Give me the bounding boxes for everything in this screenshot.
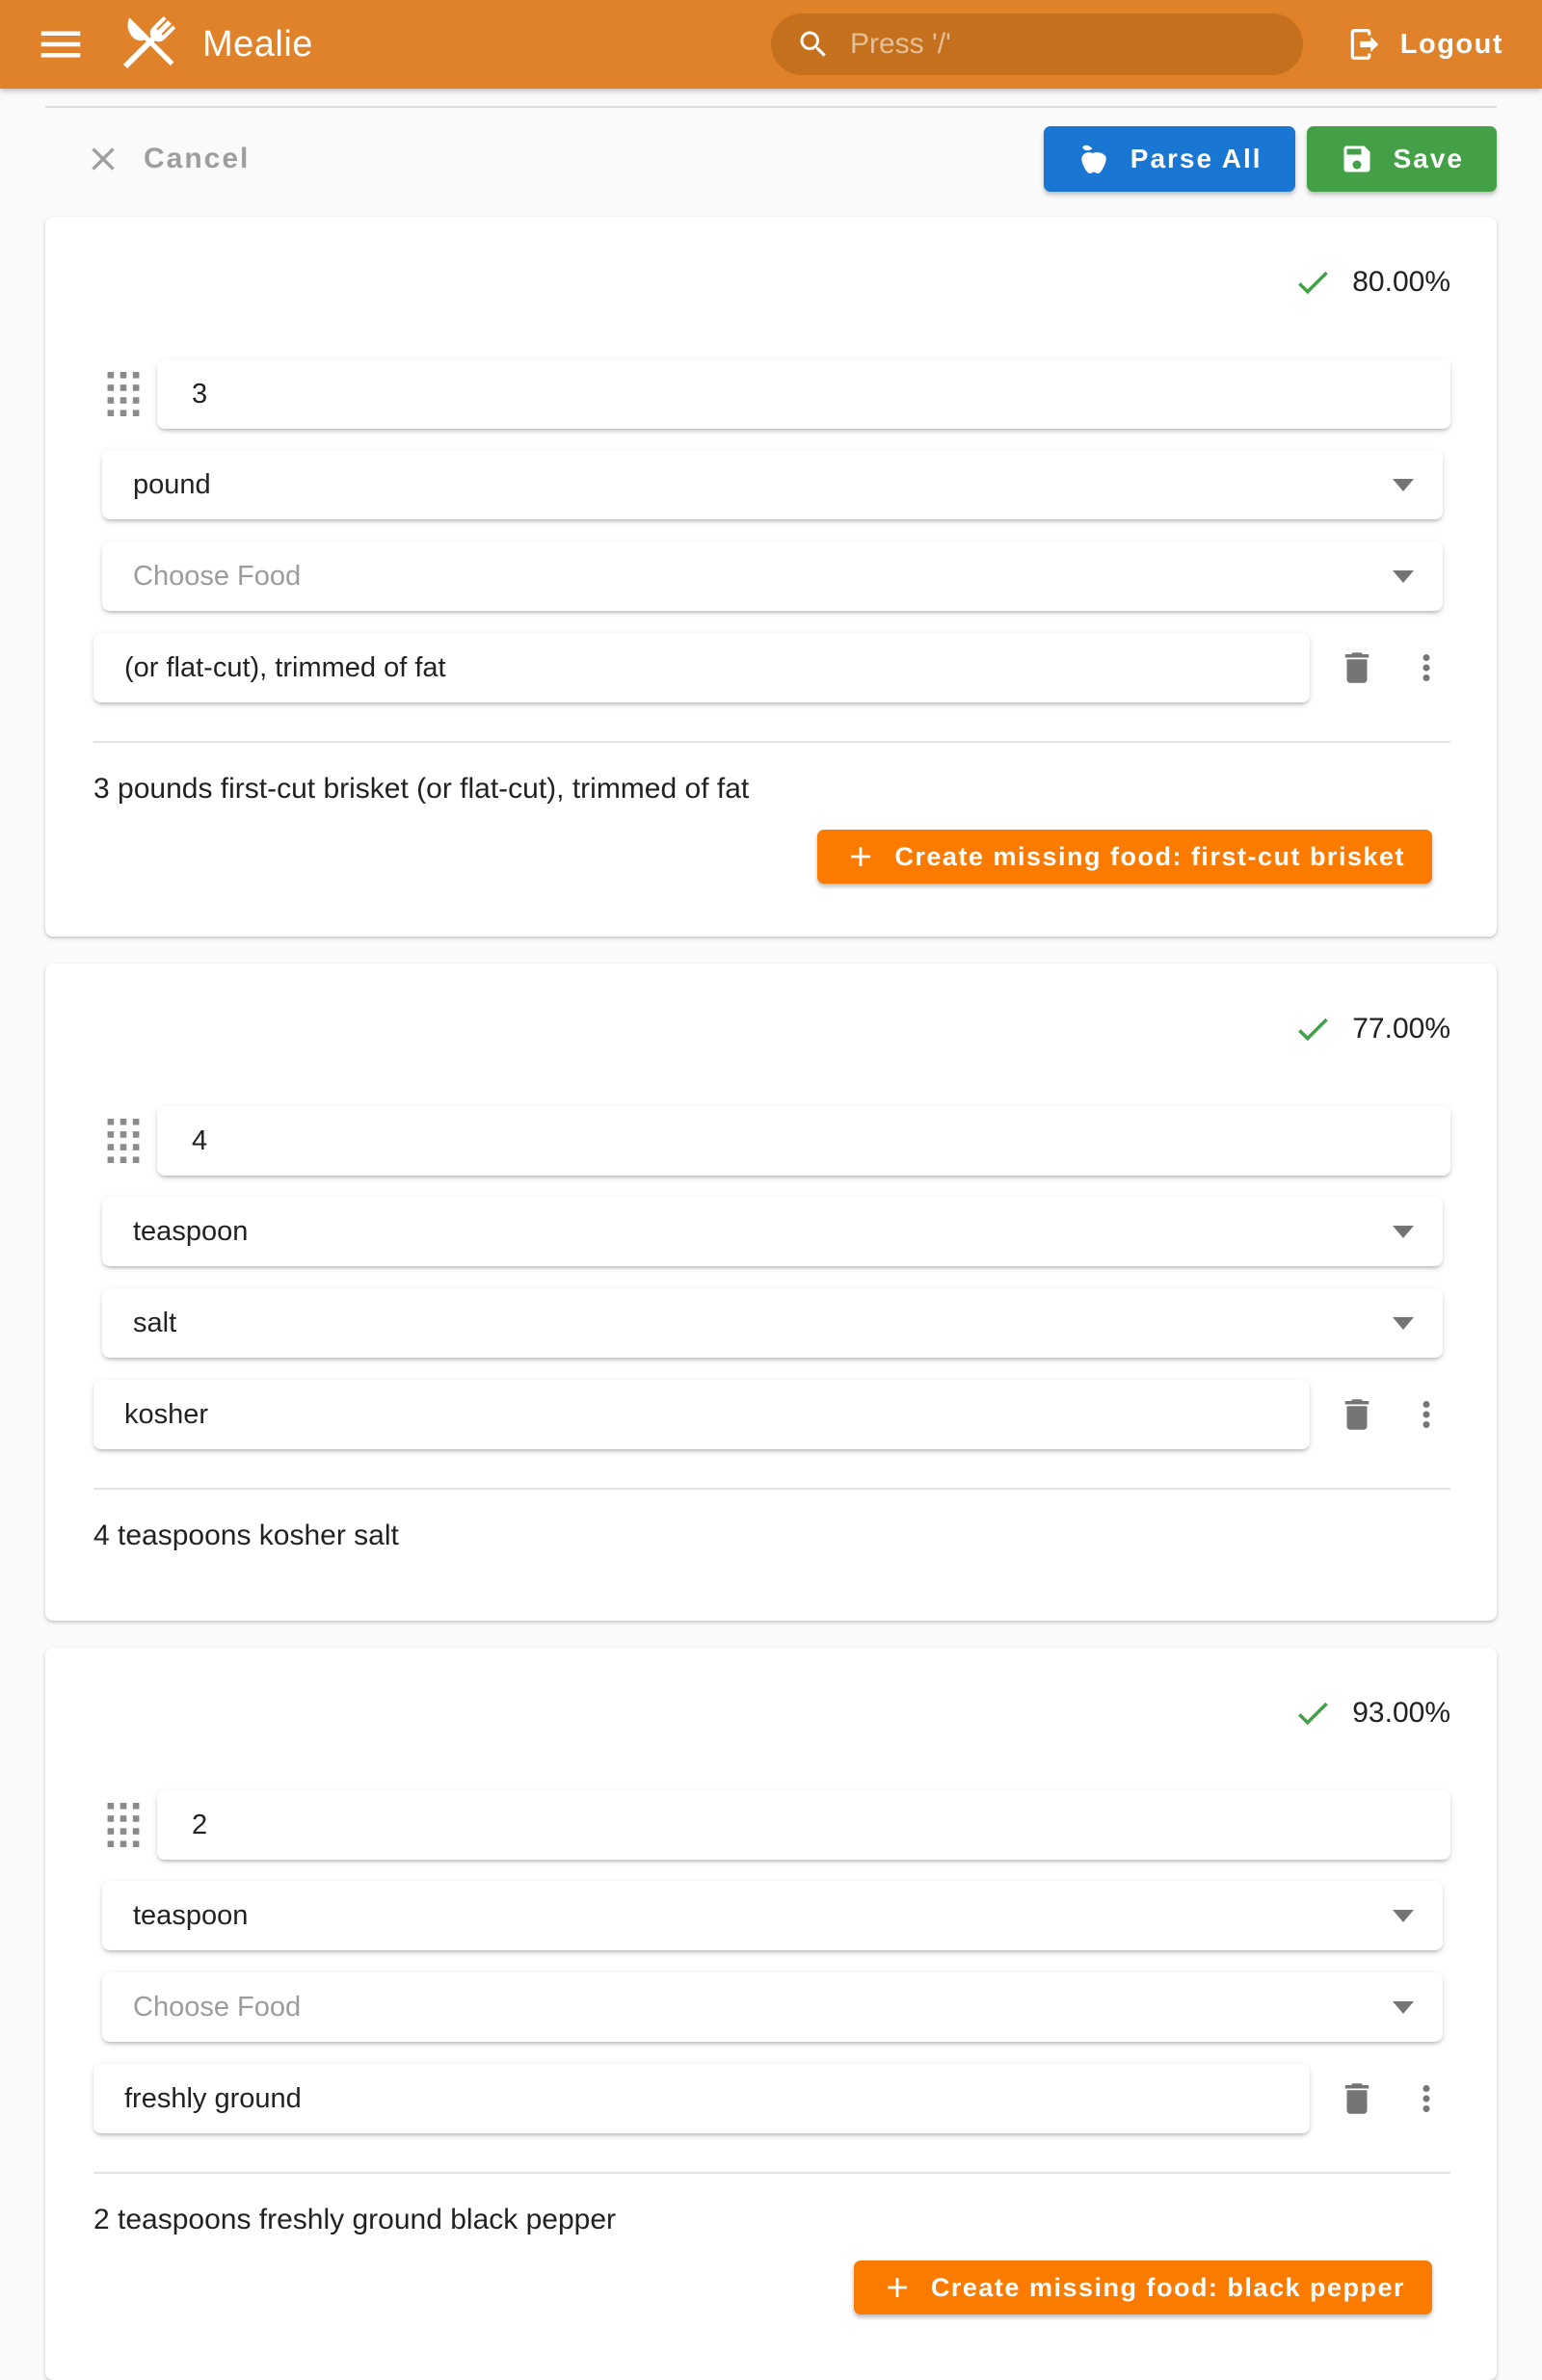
note-input[interactable] [122,651,1281,685]
chevron-down-icon [1393,2001,1414,2014]
card-divider [93,2172,1450,2174]
confidence-value: 80.00% [1352,266,1450,298]
quantity-field[interactable] [157,359,1450,429]
check-icon [1292,262,1333,303]
note-row [93,2064,1450,2133]
create-missing-food-button[interactable] [854,2261,1432,2314]
confidence-value: 93.00% [1352,1697,1450,1729]
original-ingredient-text: 4 teaspoons kosher salt [93,1520,399,1551]
food-value [131,1307,1393,1340]
food-value [131,560,1393,594]
unit-select[interactable] [102,450,1443,519]
confidence-row [93,217,1450,304]
chevron-down-icon [1393,570,1414,583]
app-title: Mealie [202,23,313,65]
unit-value [131,468,1393,502]
logout-label: Logout [1399,28,1503,60]
kebab-menu-icon[interactable] [1406,1394,1447,1435]
ingredient-card [45,1648,1497,2380]
search-icon [796,27,831,62]
kebab-menu-icon[interactable] [1406,648,1447,688]
quantity-input[interactable] [190,1809,1422,1842]
ingredient-card [45,217,1497,937]
card-divider [93,1488,1450,1490]
hamburger-menu-icon[interactable] [35,18,87,70]
confidence-row [93,964,1450,1050]
save-label: Save [1393,144,1464,173]
create-row [93,830,1450,884]
search-input[interactable] [848,27,1278,62]
header-divider [45,106,1497,108]
logout-icon [1346,26,1383,63]
app-header [0,0,1542,89]
ingredient-card [45,964,1497,1621]
drag-handle-icon[interactable] [107,372,140,416]
note-row [93,1380,1450,1449]
unit-value [131,1899,1393,1933]
food-select[interactable] [102,542,1443,611]
trash-icon[interactable] [1337,1394,1377,1435]
quantity-row [93,359,1450,429]
editor-toolbar [45,126,1497,192]
parse-all-button[interactable] [1044,126,1295,192]
quantity-input[interactable] [190,1124,1422,1158]
trash-icon[interactable] [1337,648,1377,688]
apple-icon [1077,142,1111,176]
parse-all-label: Parse All [1130,144,1263,173]
chevron-down-icon [1393,1317,1414,1330]
drag-handle-icon[interactable] [107,1119,140,1163]
save-icon [1340,142,1374,176]
note-field[interactable] [93,2064,1310,2133]
quantity-row [93,1790,1450,1860]
original-ingredient-text: 3 pounds first-cut brisket (or flat-cut), trimmed of fat [93,773,750,805]
plus-icon [844,840,877,873]
note-field[interactable] [93,633,1310,702]
note-field[interactable] [93,1380,1310,1449]
quantity-input[interactable] [190,378,1422,411]
unit-select[interactable] [102,1197,1443,1266]
quantity-field[interactable] [157,1106,1450,1176]
cancel-label: Cancel [144,143,251,174]
chevron-down-icon [1393,1226,1414,1238]
create-missing-food-button[interactable] [817,830,1432,884]
chevron-down-icon [1393,1910,1414,1922]
unit-select[interactable] [102,1881,1443,1950]
save-button[interactable] [1307,126,1497,192]
note-input[interactable] [122,2082,1281,2116]
card-divider [93,741,1450,743]
plus-icon [881,2271,914,2304]
drag-handle-icon[interactable] [107,1803,140,1847]
quantity-row [93,1106,1450,1176]
trash-icon[interactable] [1337,2078,1377,2119]
confidence-row [93,1648,1450,1734]
cancel-button[interactable] [45,140,250,178]
note-input[interactable] [122,1398,1281,1432]
logout-button[interactable] [1346,26,1503,63]
create-missing-food-label: Create missing food: black pepper [930,2272,1405,2302]
note-row [93,633,1450,702]
kebab-menu-icon[interactable] [1406,2078,1447,2119]
confidence-value: 77.00% [1352,1013,1450,1045]
original-ingredient-text: 2 teaspoons freshly ground black pepper [93,2204,617,2235]
food-select[interactable] [102,1972,1443,2042]
food-value [131,1991,1393,2024]
check-icon [1292,1693,1333,1733]
close-icon [84,140,122,178]
mealie-logo-icon [110,7,185,82]
food-select[interactable] [102,1288,1443,1358]
quantity-field[interactable] [157,1790,1450,1860]
unit-value [131,1215,1393,1249]
chevron-down-icon [1393,479,1414,491]
create-row [93,2261,1450,2314]
check-icon [1292,1009,1333,1049]
create-missing-food-label: Create missing food: first-cut brisket [894,841,1405,871]
search-bar[interactable] [771,13,1303,75]
